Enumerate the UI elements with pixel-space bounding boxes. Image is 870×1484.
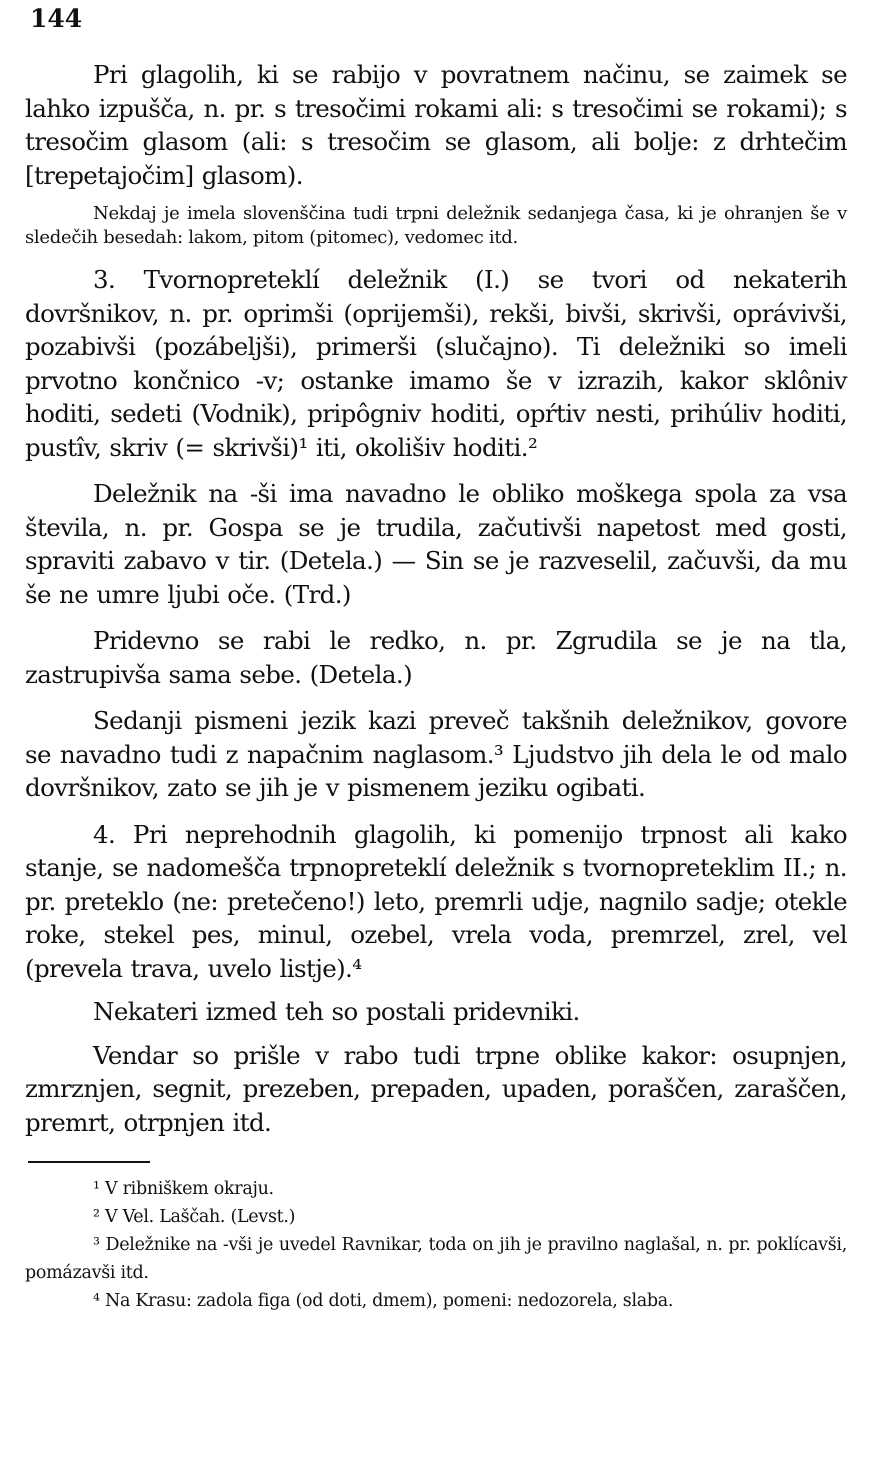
footnote-divider	[28, 1161, 150, 1163]
paragraph-9: Vendar so prišle v rabo tudi trpne oblike kakor: osupnjen, zmrznjen, segnit, prezeben, prepaden, upaden, poraščen, zaraščen, premrt, otrpnjen itd.	[25, 1040, 847, 1137]
page-number: 144	[30, 4, 83, 33]
footnote-1: ¹ V ribniškem okraju.	[93, 1179, 274, 1199]
paragraph-7: 4. Pri neprehodnih glagolih, ki pomenijo trpnost ali kako stanje, se nadomešča trpnopreteklí deležnik s tvornopreteklim II.; n. pr. preteklo (ne: pretečeno!) leto, premrli udje, nagnilo sadje; otekle roke, stekel pes, minul, ozebel, vrela voda, premrzel, zrel, vel (prevela trava, uvelo listje).⁴	[25, 819, 847, 983]
paragraph-4: Deležnik na -ši ima navadno le obliko moškega spola za vsa števila, n. pr. Gospa se je trudila, začutivši napetost med gosti, spraviti zabavo v tir. (Detela.) — Sin se je razveselil, začuvši, da mu še ne umre ljubi oče. (Trd.)	[25, 479, 847, 609]
paragraph-3: 3. Tvornopreteklí deležnik (I.) se tvori od nekaterih dovršnikov, n. pr. oprimši (oprijemši), rekši, bivši, skrivši, oprávivši, pozabivši (pozábeljši), primerši (slučajno). Ti deležniki so imeli prvotno končnico -v; ostanke imamo še v izrazih, kakor sklôniv hoditi, sedeti (Vodnik), pripôgniv hoditi, opŕtiv nesti, prihúliv hoditi, pustîv, skriv (= skrivši)¹ iti, okolišiv hoditi.²	[25, 265, 847, 462]
paragraph-5: Pridevno se rabi le redko, n. pr. Zgrudila se je na tla, zastrupivša sama sebe. (Detela.)	[25, 626, 847, 689]
paragraph-8: Nekateri izmed teh so postali pridevniki.	[93, 997, 580, 1026]
footnote-2: ² V Vel. Laščah. (Levst.)	[93, 1207, 296, 1227]
paragraph-1: Pri glagolih, ki se rabijo v povratnem načinu, se zaimek se lahko izpušča, n. pr. s tresočimi rokami ali: s tresočimi se rokami); s tresočim glasom (ali: s tresočim se glasom, ali bolje: z drhtečim [trepetajočim] glasom).	[25, 60, 847, 190]
footnote-4: ⁴ Na Krasu: zadola figa (od doti, dmem), pomeni: nedozorela, slaba.	[93, 1291, 674, 1311]
paragraph-2-small-print: Nekdaj je imela slovenščina tudi trpni deležnik sedanjega časa, ki je ohranjen še v sledečih besedah: lakom, pitom (pitomec), vedomec itd.	[25, 203, 847, 248]
footnote-3: ³ Deležnike na -vši je uvedel Ravnikar, toda on jih je pravilno naglašal, n. pr. poklícavši, pomázavši itd.	[25, 1235, 847, 1283]
page-body	[25, 58, 847, 1315]
paragraph-6: Sedanji pismeni jezik kazi preveč takšnih deležnikov, govore se navadno tudi z napačnim naglasom.³ Ljudstvo jih dela le od malo dovršnikov, zato se jih je v pismenem jeziku ogibati.	[25, 706, 847, 802]
